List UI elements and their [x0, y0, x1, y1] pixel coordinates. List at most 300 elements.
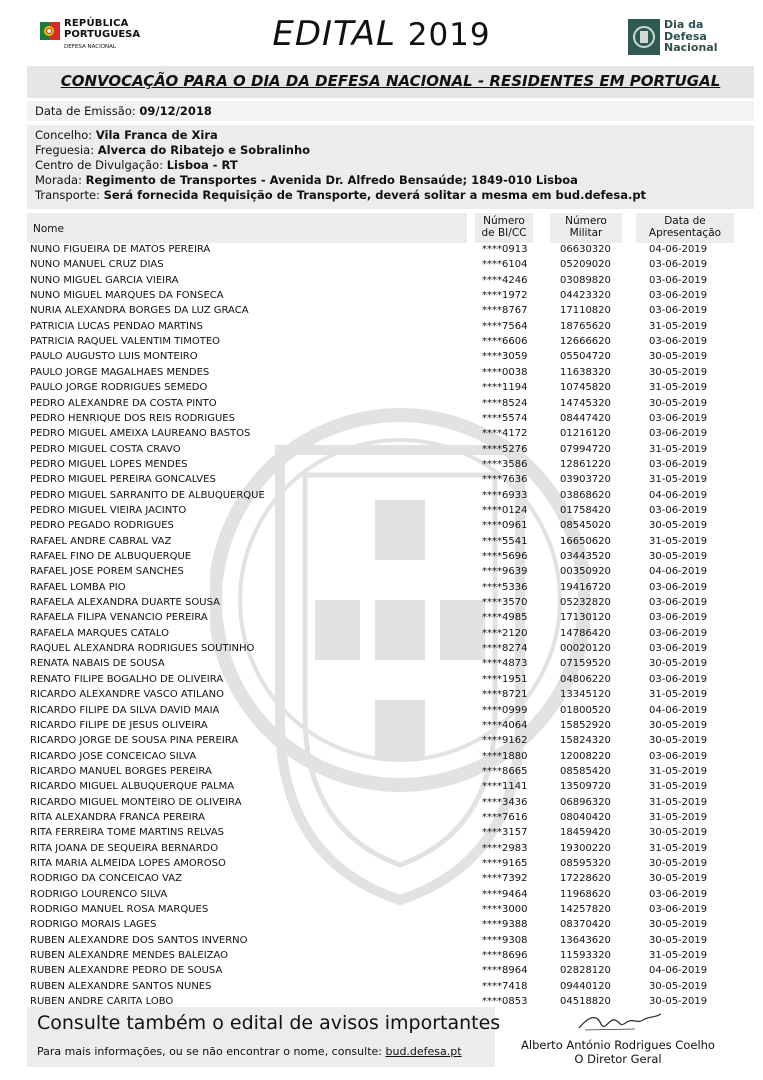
row-bicc: ****4172 — [482, 428, 528, 440]
row-bicc: ****5541 — [482, 535, 528, 547]
row-bicc: ****4246 — [482, 274, 528, 286]
row-nome: RITA ALEXANDRA FRANCA PEREIRA — [30, 811, 205, 823]
row-data: 03-06-2019 — [649, 750, 708, 762]
row-bicc: ****8767 — [482, 305, 528, 317]
row-bicc: ****8665 — [482, 765, 528, 777]
header-militar — [550, 213, 622, 243]
row-nome: RITA MARIA ALMEIDA LOPES AMOROSO — [30, 858, 226, 869]
row-data: 30-05-2019 — [649, 858, 708, 869]
row-bicc: ****3436 — [482, 796, 528, 808]
row-data: 31-05-2019 — [649, 842, 708, 854]
row-bicc: ****8696 — [482, 950, 528, 962]
row-data: 30-05-2019 — [649, 397, 708, 409]
row-nome: PEDRO MIGUEL COSTA CRAVO — [30, 443, 181, 455]
table-row — [27, 687, 754, 702]
morada-label: Morada: — [35, 173, 86, 187]
table-row — [27, 871, 754, 886]
transporte-value: Será fornecida Requisição de Transporte, deverá solitar a mesma em bud.defesa.pt — [103, 188, 647, 202]
table-row — [27, 703, 754, 718]
table-row — [27, 534, 754, 549]
row-militar: 12008220 — [560, 750, 611, 762]
logo-left-line1: REPÚBLICA — [64, 18, 129, 29]
row-data: 31-05-2019 — [649, 689, 708, 701]
concelho-label: Concelho: — [35, 128, 96, 142]
row-data: 31-05-2019 — [649, 781, 708, 793]
table-row — [27, 672, 754, 687]
row-data: 03-06-2019 — [649, 305, 708, 317]
row-bicc: ****7616 — [482, 811, 528, 823]
row-nome: PATRICIA RAQUEL VALENTIM TIMOTEO — [30, 336, 221, 348]
logo-right-line1: Dia da — [664, 18, 704, 31]
row-bicc: ****7418 — [482, 980, 528, 992]
table-row — [27, 963, 754, 978]
table-row — [27, 825, 754, 840]
row-bicc: ****3000 — [482, 904, 528, 916]
row-nome: RAFAELA MARQUES CATALO — [30, 627, 169, 639]
row-militar: 08370420 — [560, 919, 611, 931]
header-militar-line2: Militar — [569, 227, 603, 239]
centro-label: Centro de Divulgação: — [35, 158, 167, 172]
row-militar: 03868620 — [560, 489, 611, 501]
location-info — [27, 125, 754, 209]
row-bicc: ****0853 — [482, 996, 528, 1008]
row-militar: 05504720 — [560, 351, 611, 363]
row-militar: 13509720 — [560, 781, 611, 793]
row-bicc: ****8524 — [482, 397, 528, 409]
row-bicc: ****8964 — [482, 965, 528, 977]
logo-right-line3: Nacional — [664, 41, 718, 54]
table-row — [27, 319, 754, 334]
table-row — [27, 303, 754, 318]
row-militar: 10745820 — [560, 382, 611, 394]
row-data: 04-06-2019 — [649, 704, 708, 716]
table-row — [27, 887, 754, 902]
row-data: 31-05-2019 — [649, 320, 708, 332]
signer-block — [513, 1038, 723, 1066]
row-nome: RODRIGO MANUEL ROSA MARQUES — [30, 904, 209, 916]
row-bicc: ****4064 — [482, 719, 528, 731]
row-nome: RAFAEL LOMBA PIO — [30, 581, 126, 593]
transporte-row — [35, 188, 646, 203]
row-bicc: ****9162 — [482, 735, 528, 747]
row-nome: RICARDO MIGUEL MONTEIRO DE OLIVEIRA — [30, 796, 242, 808]
row-militar: 16650620 — [560, 535, 611, 547]
row-bicc: ****8274 — [482, 643, 528, 655]
row-militar: 11968620 — [560, 888, 611, 900]
row-bicc: ****1194 — [482, 382, 528, 394]
freguesia-row — [35, 143, 310, 158]
emission-label: Data de Emissão: — [35, 104, 140, 118]
row-militar: 12666620 — [560, 336, 611, 348]
row-bicc: ****5574 — [482, 412, 528, 424]
table-row — [27, 779, 754, 794]
row-militar: 09440120 — [560, 980, 611, 992]
row-data: 30-05-2019 — [649, 873, 708, 885]
row-nome: PEDRO MIGUEL PEREIRA GONCALVES — [30, 474, 216, 486]
row-nome: PEDRO HENRIQUE DOS REIS RODRIGUES — [30, 412, 235, 424]
emission-date — [27, 101, 754, 121]
row-nome: RICARDO MANUEL BORGES PEREIRA — [30, 765, 212, 777]
table-row — [27, 580, 754, 595]
table-row — [27, 933, 754, 948]
row-nome: RITA FERREIRA TOME MARTINS RELVAS — [30, 827, 225, 839]
row-bicc: ****9165 — [482, 858, 528, 869]
row-militar: 06896320 — [560, 796, 611, 808]
row-data: 03-06-2019 — [649, 627, 708, 639]
table-row — [27, 242, 754, 257]
row-militar: 12861220 — [560, 458, 611, 470]
table-row — [27, 733, 754, 748]
logo-left-line3: DEFESA NACIONAL — [64, 44, 116, 50]
handwritten-signature — [575, 1010, 665, 1034]
table-row — [27, 380, 754, 395]
row-militar: 13345120 — [560, 689, 611, 701]
table-row — [27, 518, 754, 533]
table-row — [27, 718, 754, 733]
row-nome: RODRIGO LOURENCO SILVA — [30, 888, 168, 900]
row-data: 03-06-2019 — [649, 643, 708, 655]
row-data: 31-05-2019 — [649, 796, 708, 808]
row-data: 30-05-2019 — [649, 827, 708, 839]
row-militar: 15852920 — [560, 719, 611, 731]
row-bicc: ****6606 — [482, 336, 528, 348]
table-row — [27, 426, 754, 441]
row-militar: 17130120 — [560, 612, 611, 624]
row-nome: RODRIGO MORAIS LAGES — [30, 919, 157, 931]
row-nome: PAULO JORGE RODRIGUES SEMEDO — [30, 382, 208, 394]
row-militar: 17110820 — [560, 305, 611, 317]
table-row — [27, 595, 754, 610]
transporte-label: Transporte: — [35, 188, 104, 202]
row-militar: 00350920 — [560, 566, 611, 578]
header-nome — [27, 213, 467, 243]
row-militar: 14257820 — [560, 904, 611, 916]
freguesia-value: Alverca do Ribatejo e Sobralinho — [97, 143, 311, 157]
row-data: 03-06-2019 — [649, 597, 708, 609]
row-nome: RUBEN ALEXANDRE PEDRO DE SOUSA — [30, 965, 223, 977]
row-data: 31-05-2019 — [649, 443, 708, 455]
row-militar: 18459420 — [560, 827, 611, 839]
table-row — [27, 349, 754, 364]
row-nome: RICARDO FILIPE DE JESUS OLIVEIRA — [30, 719, 208, 731]
row-nome: RAFAEL ANDRE CABRAL VAZ — [30, 535, 172, 547]
row-militar: 08545020 — [560, 520, 611, 532]
row-data: 30-05-2019 — [649, 735, 708, 747]
row-bicc: ****2120 — [482, 627, 528, 639]
row-data: 03-06-2019 — [649, 259, 708, 271]
header-nome-label: Nome — [33, 223, 64, 235]
row-nome: NUNO MIGUEL MARQUES DA FONSECA — [30, 290, 224, 302]
row-data: 03-06-2019 — [649, 428, 708, 440]
row-bicc: ****3059 — [482, 351, 528, 363]
row-bicc: ****1972 — [482, 290, 528, 302]
table-row — [27, 979, 754, 994]
table-row — [27, 764, 754, 779]
table-row — [27, 411, 754, 426]
row-militar: 14786420 — [560, 627, 611, 639]
centro-value: Lisboa - RT — [166, 158, 238, 172]
row-bicc: ****9639 — [482, 566, 528, 578]
row-militar: 06630320 — [560, 244, 611, 255]
row-bicc: ****9388 — [482, 919, 528, 931]
defesa-nacional-emblem-icon — [628, 19, 660, 55]
row-militar: 17228620 — [560, 873, 611, 885]
row-data: 30-05-2019 — [649, 919, 708, 931]
row-bicc: ****0124 — [482, 504, 528, 516]
row-nome: RAFAEL FINO DE ALBUQUERQUE — [30, 551, 192, 562]
row-bicc: ****5696 — [482, 551, 528, 562]
header-bicc-line2: de BI/CC — [481, 227, 527, 239]
row-data: 03-06-2019 — [649, 458, 708, 470]
header-militar-line1: Número — [565, 215, 607, 227]
row-militar: 04423320 — [560, 290, 611, 302]
table-row — [27, 503, 754, 518]
row-bicc: ****7636 — [482, 474, 528, 486]
table-row — [27, 257, 754, 272]
row-militar: 18765620 — [560, 320, 611, 332]
table-row — [27, 610, 754, 625]
page-subtitle: CONVOCAÇÃO PARA O DIA DA DEFESA NACIONAL - RESIDENTES EM PORTUGAL — [60, 72, 721, 90]
row-data: 31-05-2019 — [649, 765, 708, 777]
logo-left-line2: PORTUGUESA — [64, 29, 141, 40]
table-row — [27, 273, 754, 288]
row-militar: 08040420 — [560, 811, 611, 823]
table-row — [27, 810, 754, 825]
row-data: 30-05-2019 — [649, 934, 708, 946]
subtitle-bar — [27, 66, 754, 98]
row-nome: RICARDO JOSE CONCEICAO SILVA — [30, 750, 197, 762]
row-militar: 14745320 — [560, 397, 611, 409]
bud-defesa-link[interactable]: bud.defesa.pt — [385, 1045, 462, 1058]
row-nome: PEDRO MIGUEL SARRANITO DE ALBUQUERQUE — [30, 489, 265, 501]
row-data: 31-05-2019 — [649, 382, 708, 394]
row-nome: RICARDO ALEXANDRE VASCO ATILANO — [30, 689, 225, 701]
row-bicc: ****0999 — [482, 704, 528, 716]
row-militar: 11638320 — [560, 366, 611, 378]
title-word: EDITAL — [272, 14, 396, 54]
row-nome: NUNO FIGUEIRA DE MATOS PEREIRA — [30, 244, 211, 255]
freguesia-label: Freguesia: — [35, 143, 98, 157]
row-nome: RODRIGO DA CONCEICAO VAZ — [30, 873, 182, 885]
row-nome: PEDRO MIGUEL AMEIXA LAUREANO BASTOS — [30, 428, 251, 440]
row-nome: RAQUEL ALEXANDRA RODRIGUES SOUTINHO — [30, 643, 255, 655]
row-bicc: ****1951 — [482, 673, 528, 685]
row-nome: PEDRO ALEXANDRE DA COSTA PINTO — [30, 397, 217, 409]
row-militar: 04806220 — [560, 673, 611, 685]
emission-value: 09/12/2018 — [139, 104, 212, 118]
row-nome: RITA JOANA DE SEQUEIRA BERNARDO — [30, 842, 219, 854]
row-bicc: ****6104 — [482, 259, 528, 271]
row-militar: 01800520 — [560, 704, 611, 716]
table-header — [27, 213, 754, 243]
row-militar: 03903720 — [560, 474, 611, 486]
table-row — [27, 288, 754, 303]
table-row — [27, 549, 754, 564]
row-nome: RUBEN ALEXANDRE MENDES BALEIZAO — [30, 950, 229, 962]
table-row — [27, 564, 754, 579]
table-row — [27, 795, 754, 810]
row-nome: PATRICIA LUCAS PENDAO MARTINS — [30, 320, 203, 332]
table-row — [27, 917, 754, 932]
row-militar: 03443520 — [560, 551, 611, 562]
header-bicc-line1: Número — [483, 215, 525, 227]
row-bicc: ****0913 — [482, 244, 528, 255]
table-row — [27, 442, 754, 457]
row-data: 03-06-2019 — [649, 612, 708, 624]
row-bicc: ****3157 — [482, 827, 528, 839]
row-data: 04-06-2019 — [649, 244, 708, 255]
header-data-line1: Data de — [664, 215, 706, 227]
row-data: 03-06-2019 — [649, 581, 708, 593]
row-data: 04-06-2019 — [649, 965, 708, 977]
row-nome: PEDRO PEGADO RODRIGUES — [30, 520, 174, 532]
row-data: 04-06-2019 — [649, 566, 708, 578]
dia-defesa-nacional-logo — [628, 19, 728, 57]
footer-info-label: Para mais informações, ou se não encontrar o nome, consulte: — [37, 1045, 386, 1058]
row-nome: NUNO MIGUEL GARCIA VIEIRA — [30, 274, 179, 286]
row-bicc: ****2983 — [482, 842, 528, 854]
row-militar: 04518820 — [560, 996, 611, 1008]
row-nome: RAFAELA ALEXANDRA DUARTE SOUSA — [30, 597, 220, 609]
logo-right-text — [664, 19, 718, 54]
table-row — [27, 749, 754, 764]
row-nome: NUNO MANUEL CRUZ DIAS — [30, 259, 164, 271]
row-bicc: ****5276 — [482, 443, 528, 455]
table-row — [27, 656, 754, 671]
signer-role: O Diretor Geral — [574, 1052, 662, 1066]
row-data: 31-05-2019 — [649, 535, 708, 547]
row-militar: 01216120 — [560, 428, 611, 440]
table-row — [27, 948, 754, 963]
table-row — [27, 472, 754, 487]
row-nome: RENATO FILIPE BOGALHO DE OLIVEIRA — [30, 673, 224, 685]
row-militar: 05209020 — [560, 259, 611, 271]
row-militar: 08595320 — [560, 858, 611, 869]
row-data: 03-06-2019 — [649, 274, 708, 286]
row-data: 31-05-2019 — [649, 811, 708, 823]
row-data: 30-05-2019 — [649, 351, 708, 363]
row-nome: PEDRO MIGUEL LOPES MENDES — [30, 458, 188, 470]
row-bicc: ****9464 — [482, 888, 528, 900]
row-data: 03-06-2019 — [649, 504, 708, 516]
row-bicc: ****3586 — [482, 458, 528, 470]
table-row — [27, 365, 754, 380]
row-militar: 05232820 — [560, 597, 611, 609]
row-militar: 13643620 — [560, 934, 611, 946]
row-data: 30-05-2019 — [649, 520, 708, 532]
row-militar: 08447420 — [560, 412, 611, 424]
header-data-line2: Apresentação — [648, 227, 722, 239]
concelho-value: Vila Franca de Xira — [95, 128, 218, 142]
row-nome: PEDRO MIGUEL VIEIRA JACINTO — [30, 504, 187, 516]
table-row — [27, 856, 754, 871]
centro-row — [35, 158, 238, 173]
row-data: 03-06-2019 — [649, 412, 708, 424]
row-data: 30-05-2019 — [649, 366, 708, 378]
row-nome: RUBEN ALEXANDRE DOS SANTOS INVERNO — [30, 934, 248, 946]
table-row — [27, 334, 754, 349]
row-bicc: ****8721 — [482, 689, 528, 701]
morada-value: Regimento de Transportes - Avenida Dr. Alfredo Bensaúde; 1849-010 Lisboa — [85, 173, 578, 187]
row-militar: 11593320 — [560, 950, 611, 962]
row-bicc: ****0038 — [482, 366, 528, 378]
concelho-row — [35, 128, 218, 143]
table-row — [27, 641, 754, 656]
row-bicc: ****4873 — [482, 658, 528, 670]
footer-main-text: Consulte também o edital de avisos importantes — [37, 1012, 501, 1034]
row-nome: PAULO AUGUSTO LUIS MONTEIRO — [30, 351, 198, 363]
row-data: 30-05-2019 — [649, 980, 708, 992]
table-row — [27, 626, 754, 641]
row-militar: 19300220 — [560, 842, 611, 854]
row-militar: 07159520 — [560, 658, 611, 670]
row-nome: RICARDO FILIPE DA SILVA DAVID MAIA — [30, 704, 220, 716]
row-bicc: ****5336 — [482, 581, 528, 593]
row-nome: RUBEN ANDRE CARITA LOBO — [30, 996, 174, 1008]
row-militar: 02828120 — [560, 965, 611, 977]
morada-row — [35, 173, 578, 188]
row-data: 03-06-2019 — [649, 673, 708, 685]
row-data: 30-05-2019 — [649, 719, 708, 731]
footer-notice — [27, 1007, 501, 1067]
row-militar: 00020120 — [560, 643, 611, 655]
row-militar: 01758420 — [560, 504, 611, 516]
row-militar: 19416720 — [560, 581, 611, 593]
row-bicc: ****4985 — [482, 612, 528, 624]
row-bicc: ****7564 — [482, 320, 528, 332]
row-data: 30-05-2019 — [649, 996, 708, 1008]
row-data: 03-06-2019 — [649, 888, 708, 900]
row-bicc: ****6933 — [482, 489, 528, 501]
row-bicc: ****1880 — [482, 750, 528, 762]
signer-name: Alberto António Rodrigues Coelho — [521, 1038, 715, 1052]
table-row — [27, 457, 754, 472]
row-data: 03-06-2019 — [649, 290, 708, 302]
row-bicc: ****3570 — [482, 597, 528, 609]
row-data: 31-05-2019 — [649, 474, 708, 486]
row-nome: RICARDO JORGE DE SOUSA PINA PEREIRA — [30, 735, 239, 747]
row-nome: RUBEN ALEXANDRE SANTOS NUNES — [30, 980, 212, 992]
row-bicc: ****1141 — [482, 781, 528, 793]
row-nome: RAFAELA FILIPA VENANCIO PEREIRA — [30, 612, 208, 624]
row-nome: RAFAEL JOSE POREM SANCHES — [30, 566, 184, 578]
row-militar: 08585420 — [560, 765, 611, 777]
logo-right-line2: Defesa — [664, 29, 707, 43]
header-data — [636, 213, 734, 243]
table-row — [27, 396, 754, 411]
row-data: 03-06-2019 — [649, 336, 708, 348]
row-data: 31-05-2019 — [649, 950, 708, 962]
row-militar: 03089820 — [560, 274, 611, 286]
table-row — [27, 488, 754, 503]
row-data: 04-06-2019 — [649, 489, 708, 501]
row-nome: NURIA ALEXANDRA BORGES DA LUZ GRACA — [30, 305, 249, 317]
row-bicc: ****0961 — [482, 520, 528, 532]
row-nome: PAULO JORGE MAGALHAES MENDES — [30, 366, 210, 378]
row-data: 03-06-2019 — [649, 904, 708, 916]
row-militar: 15824320 — [560, 735, 611, 747]
header-bicc — [475, 213, 533, 243]
row-militar: 07994720 — [560, 443, 611, 455]
row-bicc: ****9308 — [482, 934, 528, 946]
row-data: 30-05-2019 — [649, 658, 708, 670]
footer-info-text — [37, 1045, 462, 1058]
table-row — [27, 841, 754, 856]
page-header — [0, 0, 763, 62]
row-nome: RENATA NABAIS DE SOUSA — [30, 658, 165, 670]
row-nome: RICARDO MIGUEL ALBUQUERQUE PALMA — [30, 781, 235, 793]
title-year: 2019 — [407, 17, 491, 53]
